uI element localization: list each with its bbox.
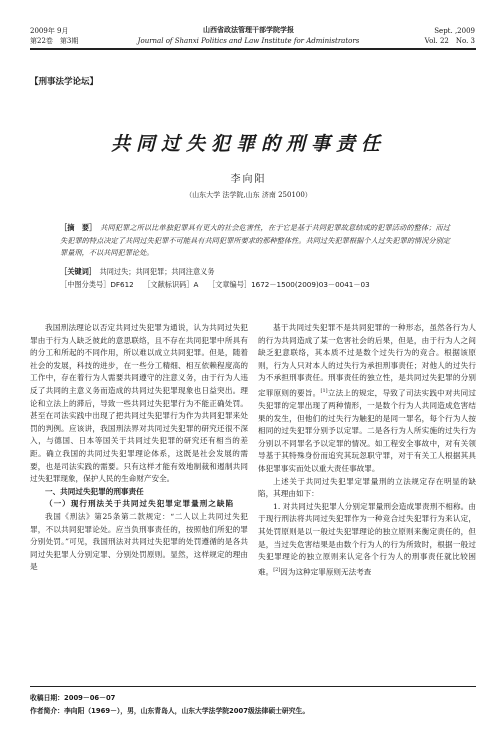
keywords-label: ［关键词］	[60, 267, 93, 276]
clc-value: DF612	[110, 280, 134, 289]
abstract-label: ［摘 要］	[60, 223, 93, 232]
doc-code-value: A	[193, 280, 199, 289]
classification-line	[60, 279, 450, 292]
header-month-en: Sept. ,2009	[434, 27, 475, 35]
article-number-value: 1672－1500(2009)03－0041－03	[251, 280, 370, 289]
paragraph-text: 1. 对共同过失犯罪人分别定罪量刑会造成罪责刑不相称。由于现行刑法将共同过失犯罪作为一种竞合过失犯罪行为来认定，其处罚原则是以一般过失犯罪理论的独立原则来衡定责任的，但是，当过失危害结果是由数个行为人的行为所致时，根据一般过失犯罪理论的独立原则来认定各个行为人的刑事责任就比较困难。	[258, 501, 476, 577]
citation-marker: [2]	[273, 566, 281, 573]
footnote-rule	[30, 686, 476, 687]
paragraph-text: 因为这种定罪原则无法考查	[280, 567, 372, 577]
author-bio: 作者简介：李向阳（1969－），男，山东青岛人，山东大学法学院2007级法律硕士研究生。	[30, 707, 310, 715]
paragraph: 上述关于共同过失犯罪定罪量刑的立法规定存在明显的缺陷，其理由如下：	[258, 476, 476, 499]
journal-name-en: Journal of Shanxi Politics and Law Institute for Administrators	[137, 37, 360, 45]
body-column-right	[258, 322, 476, 579]
paragraph-text: 立法上的规定，导致了司法实践中对共同过失犯罪的定罪出现了两种情形，一是数个行为人共同造成危害结果的发生，但他们的过失行为触犯的是同一罪名，每个行为人按相同的过失犯罪分别予以定罪。二是各行为人所实施的过失行为分别以不同罪名予以定罪的情况。如工程安全事故中，对有关领导基于其特殊身份而追究其玩忽职守罪，对于有关工人根据其具体犯罪事实而处以重大责任事故罪。	[258, 388, 477, 474]
author-name: 李向阳	[230, 174, 267, 185]
paragraph: 我国刑法理论以否定共同过失犯罪为通说，认为共同过失犯罪由于行为人缺乏彼此的意思联络，且不存在共同犯罪中所具有的分工和所起的不同作用，所以难以成立共同犯罪。但是，随着社会的发展，科技的进步，在一些分工精细、相互依赖程度高的工作中，存在着行为人需要共同遵守的注意义务，由于行为人违反了共同的主意义务而造成的共同过失犯罪现象也日益突出。理论和立法上的滞后，导致一些共同过失犯罪行为不能正确处罚。甚至在司法实践中出现了把共同过失犯罪行为作为共同犯罪来处罚的判例。应该讲，我国刑法界对共同过失犯罪的研究还很不深入，与德国、日本等国关于共同过失犯罪的研究还有相当的差距。确立我国的共同过失犯罪理论体系，这既是社会发展的需要，也是司法实践的需要。只有这样才能有效地制裁和遏制共同过失犯罪现象，保护人民的生命财产安全。	[30, 323, 248, 484]
journal-name-cn: 山西省政法管理干部学院学报	[203, 26, 294, 34]
citation-marker: [1]	[320, 387, 328, 394]
abstract	[60, 222, 450, 260]
doc-code-label: ［文献标识码］	[143, 280, 194, 289]
section-heading: 一、共同过失犯罪的刑事责任	[45, 486, 144, 496]
author-affiliation: （山东大学 法学院,山东 济南 250100）	[185, 191, 312, 199]
paper-title: 共同过失犯罪的刑事责任	[110, 133, 386, 155]
article-number-label: ［文章编号］	[207, 280, 252, 289]
received-date: 收稿日期：2009－06－07	[30, 694, 116, 702]
paragraph-text: 基于共同过失犯罪不是共同犯罪的一种形态，虽然各行为人的行为共同造成了某一危害社会的后果，但是，由于行为人之间缺乏犯意联络，其本质不过是数个过失行为的竞合。根据该原则，行为人只对本人的过失行为承担刑事责任；对他人的过失行为不承担刑事责任。刑事责任的独立性，是共同过失犯罪的分别定罪原则的要旨。	[258, 323, 476, 398]
header-volume-en: Vol. 22 No. 3	[424, 37, 475, 45]
paragraph	[258, 501, 476, 579]
abstract-text: 共同犯罪之所以比单独犯罪具有更大的社会危害性，在于它是基于共同犯罪故意结成的犯罪活动的整体；而过失犯罪的特点决定了共同过失犯罪不可能具有共同犯罪所要求的那种整体性。共同过失犯罪根据个人过失犯罪的情况分别定罪量刑，不以共同犯罪论处。	[60, 223, 450, 257]
section-tag: 【刑事法学论坛】	[30, 77, 99, 87]
header-date: 2009年 9月	[30, 27, 69, 35]
keywords-text: 共同过失；共同犯罪；共同注意义务	[99, 267, 215, 276]
keywords-line	[60, 266, 450, 279]
body-column-left	[30, 322, 248, 574]
paragraph: 我国《刑法》第25条第二款规定：“二人以上共同过失犯罪，不以共同犯罪论处。应当负刑事责任的，按照他们所犯的罪分别处罚。”可见，我国刑法对共同过失犯罪的处罚遵循的是各共同过失犯罪人分别定罪、分别处罚原则。显然，这样规定的理由是	[30, 511, 248, 572]
header-rule	[30, 48, 476, 50]
header-volume: 第22卷 第3期	[30, 37, 79, 45]
subsection-heading: （一）现行刑法关于共同过失犯罪定罪量刑之缺陷	[45, 499, 235, 509]
paragraph	[258, 322, 476, 476]
clc-label: ［中图分类号］	[60, 280, 111, 289]
